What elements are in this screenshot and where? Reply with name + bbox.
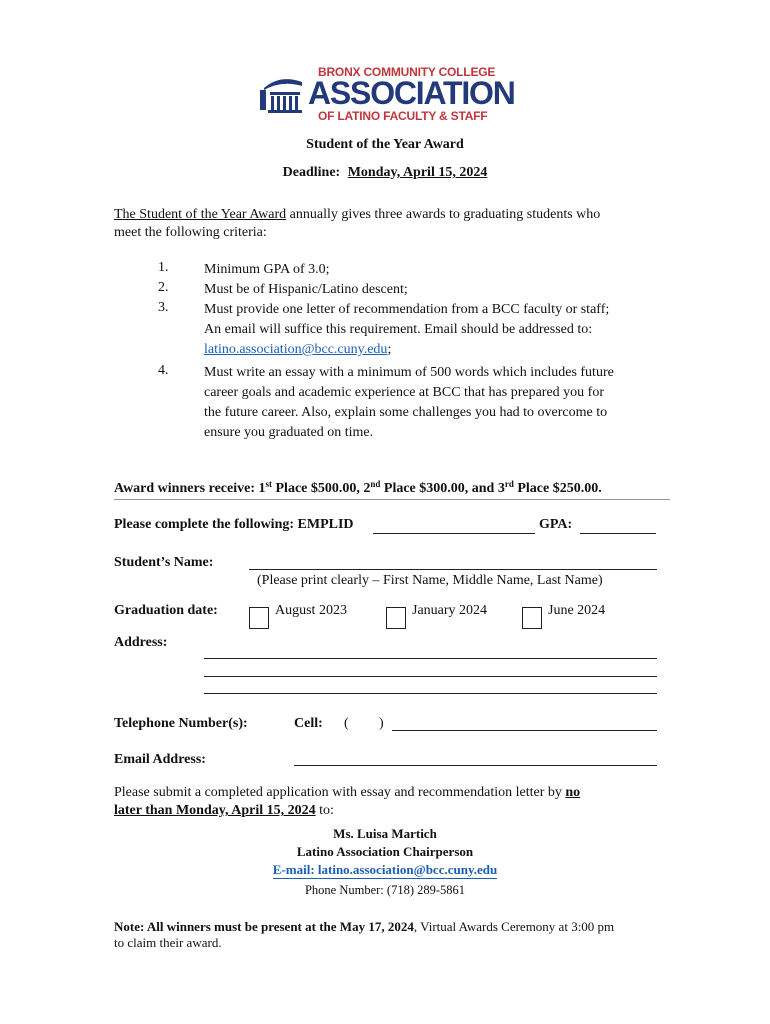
criteria-text: career goals and academic experience at BCC that has prepared you for bbox=[204, 385, 604, 400]
contact-phone: Phone Number: (718) 289-5861 bbox=[304, 883, 466, 897]
criteria-text: the future career. Also, explain some challenges you had to overcome to bbox=[204, 405, 608, 420]
awards-text: Place $250.00. bbox=[513, 481, 602, 496]
contact-name: Ms. Luisa Martich bbox=[333, 826, 437, 841]
submit-text: Please submit a completed application with essay and recommendation letter by bbox=[114, 785, 566, 800]
cell-label: Cell: bbox=[294, 716, 323, 731]
emplid-field[interactable] bbox=[373, 533, 535, 534]
awards-sup: nd bbox=[370, 479, 381, 489]
gpa-label: GPA: bbox=[539, 517, 573, 532]
awards-sup: st bbox=[265, 479, 272, 489]
area-code-open: ( bbox=[344, 716, 349, 731]
address-label: Address: bbox=[114, 635, 168, 650]
submit-line-2 bbox=[114, 803, 334, 819]
contact-email-row bbox=[0, 862, 770, 878]
deadline-date: Monday, April 15, 2024 bbox=[347, 165, 488, 180]
option-august-2023: August 2023 bbox=[275, 603, 347, 618]
student-name-hint: (Please print clearly – First Name, Middle Name, Last Name) bbox=[257, 573, 603, 588]
deadline bbox=[0, 165, 770, 181]
awards-text: Place $500.00, 2 bbox=[272, 481, 371, 496]
building-dome-icon bbox=[258, 74, 306, 114]
intro-text: annually gives three awards to graduating students who bbox=[286, 207, 601, 222]
awards-sup: rd bbox=[504, 479, 514, 489]
address-line-1[interactable] bbox=[204, 658, 657, 659]
cell-number-field[interactable] bbox=[392, 730, 657, 731]
criteria-text: Must provide one letter of recommendation from a BCC faculty or staff; bbox=[204, 302, 610, 317]
awards-text: Place $300.00, and 3 bbox=[380, 481, 505, 496]
criteria-text: Minimum GPA of 3.0; bbox=[204, 262, 330, 277]
note-line-1 bbox=[114, 919, 674, 935]
area-code-close: ) bbox=[379, 716, 384, 731]
criteria-item bbox=[204, 363, 654, 443]
award-name: The Student of the Year Award bbox=[114, 207, 287, 222]
logo-line-college: BRONX COMMUNITY COLLEGE bbox=[318, 65, 496, 79]
option-june-2024: June 2024 bbox=[548, 603, 606, 618]
association-logo bbox=[258, 62, 514, 126]
note-text: , Virtual Awards Ceremony at 3:00 pm bbox=[413, 919, 615, 934]
checkbox-june-2024[interactable] bbox=[522, 607, 542, 629]
criteria-text: Must be of Hispanic/Latino descent; bbox=[204, 282, 408, 297]
criteria-text: ensure you graduated on time. bbox=[204, 425, 374, 440]
option-january-2024: January 2024 bbox=[412, 603, 488, 618]
note-bold: Note: All winners must be present at the May 17, 2024 bbox=[114, 919, 414, 934]
address-line-2[interactable] bbox=[204, 676, 657, 677]
graduation-date-label: Graduation date: bbox=[114, 603, 218, 618]
contact-role: Latino Association Chairperson bbox=[296, 844, 474, 859]
email-address-label: Email Address: bbox=[114, 752, 206, 767]
criteria-text: An email will suffice this requirement. Email should be addressed to: bbox=[204, 322, 593, 337]
criteria-number: 2. bbox=[158, 280, 169, 295]
criteria-item bbox=[204, 280, 654, 300]
submit-line-1 bbox=[114, 785, 674, 801]
submit-deadline-bold: later than Monday, April 15, 2024 bbox=[114, 803, 316, 818]
awards-text: Award winners receive: 1 bbox=[114, 481, 266, 496]
address-line-3[interactable] bbox=[204, 693, 657, 694]
page-title: Student of the Year Award bbox=[306, 137, 464, 152]
criteria-email-line bbox=[204, 340, 654, 360]
submit-deadline-bold: no bbox=[565, 785, 581, 800]
awards-divider bbox=[114, 499, 670, 500]
email-address-field[interactable] bbox=[294, 765, 657, 766]
criteria-number: 4. bbox=[158, 363, 169, 378]
logo-line-latino: OF LATINO FACULTY & STAFF bbox=[318, 109, 488, 123]
intro-line-1 bbox=[114, 207, 674, 223]
checkbox-january-2024[interactable] bbox=[386, 607, 406, 629]
deadline-label: Deadline: bbox=[282, 165, 341, 180]
student-name-label: Student’s Name: bbox=[114, 555, 214, 570]
gpa-field[interactable] bbox=[580, 533, 656, 534]
criteria-text: Must write an essay with a minimum of 500 words which includes future bbox=[204, 365, 614, 380]
student-name-field[interactable] bbox=[249, 569, 657, 570]
criteria-item bbox=[204, 300, 654, 360]
criteria-number: 3. bbox=[158, 300, 169, 315]
intro-line-2: meet the following criteria: bbox=[114, 225, 267, 240]
telephone-label: Telephone Number(s): bbox=[114, 716, 248, 731]
criteria-item bbox=[204, 260, 654, 280]
criteria-email-link[interactable]: latino.association@bcc.cuny.edu bbox=[204, 342, 388, 357]
note-line-2: to claim their award. bbox=[114, 935, 222, 950]
logo-line-association: ASSOCIATION bbox=[308, 75, 515, 111]
emplid-label: Please complete the following: EMPLID bbox=[114, 517, 354, 532]
criteria-number: 1. bbox=[158, 260, 169, 275]
contact-email-link[interactable]: E-mail: latino.association@bcc.cuny.edu bbox=[272, 862, 498, 877]
submit-text: to: bbox=[315, 803, 334, 818]
criteria-email-suffix: ; bbox=[387, 342, 392, 357]
awards-line bbox=[114, 481, 602, 497]
checkbox-august-2023[interactable] bbox=[249, 607, 269, 629]
